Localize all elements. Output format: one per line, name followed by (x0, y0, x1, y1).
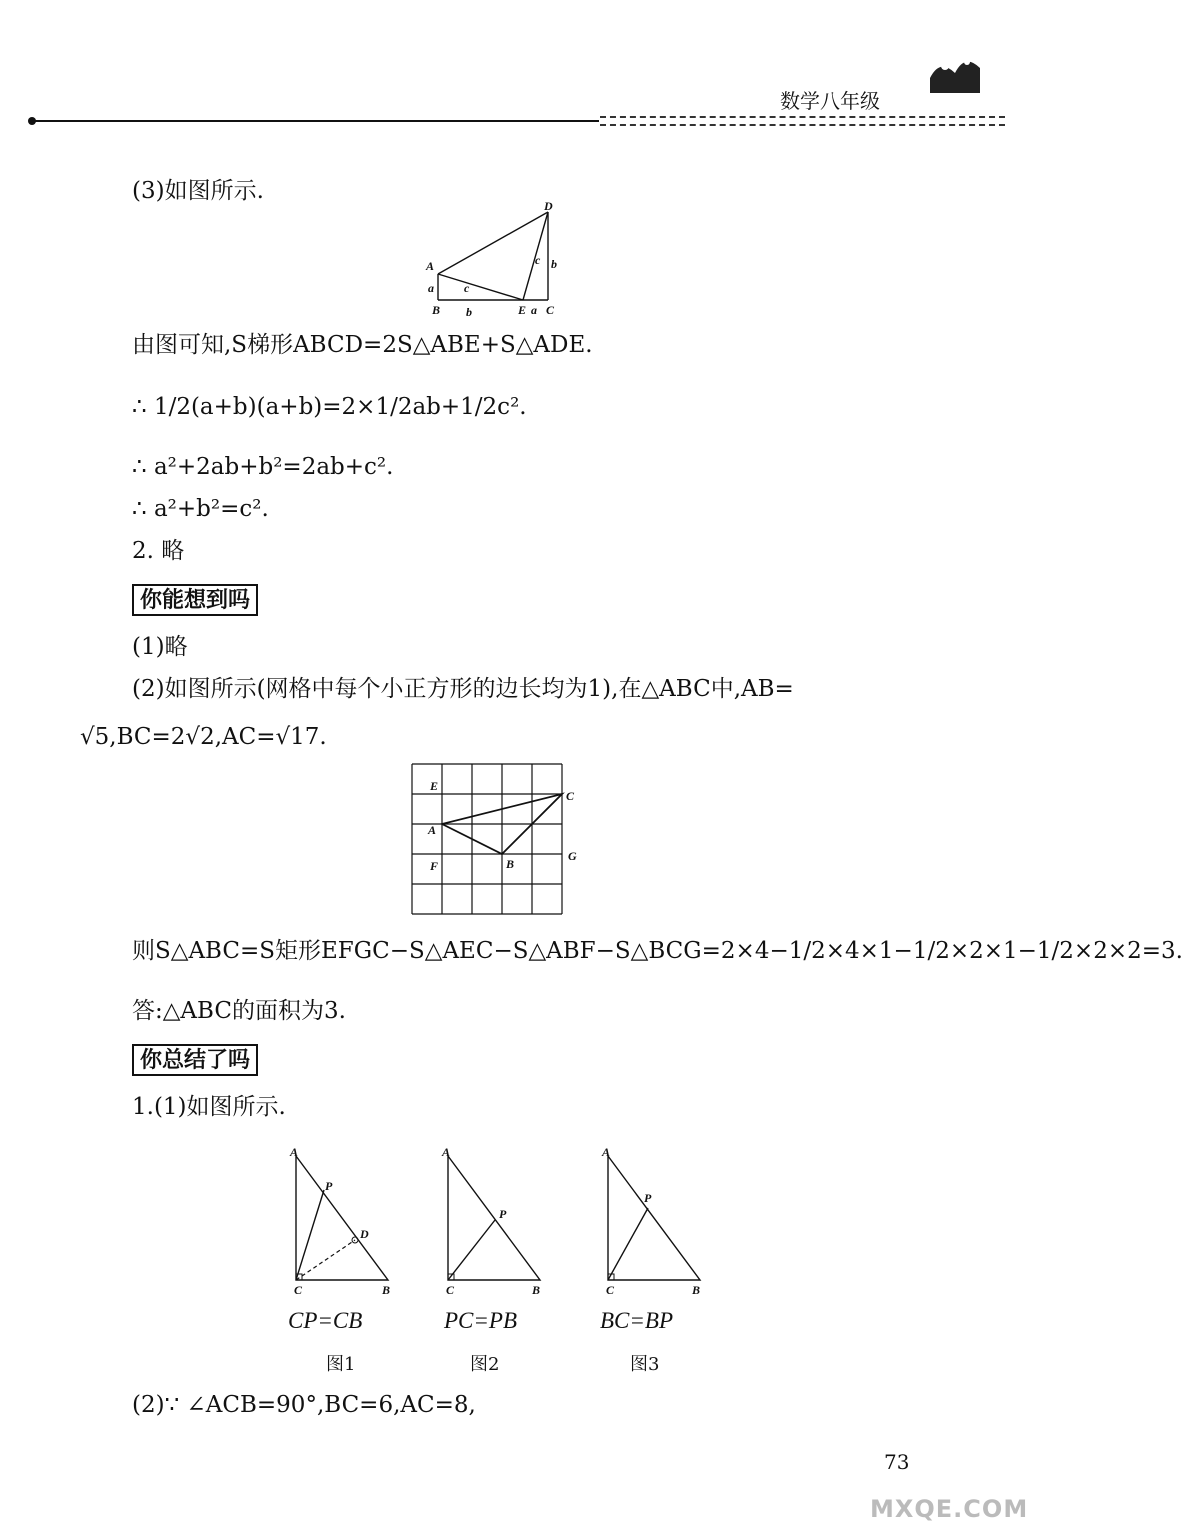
t2-label-C: C (446, 1283, 455, 1297)
grid-label-C: C (566, 789, 575, 803)
section-title-1: 你能想到吗 (132, 584, 258, 616)
label-A: A (426, 259, 435, 273)
t1-label-P: P (325, 1179, 333, 1193)
grid-label-A: A (428, 823, 437, 837)
label-E: E (518, 303, 527, 317)
grid-label-F: F (430, 859, 439, 873)
header-rule (34, 120, 599, 122)
answer: 答:△ABC的面积为3. (132, 998, 346, 1024)
grid-label-B: B (506, 857, 515, 871)
label-D: D (544, 199, 553, 213)
grid-label-G: G (568, 849, 577, 863)
item-1-1: 1.(1)如图所示. (132, 1094, 286, 1120)
t1-label-C: C (294, 1283, 303, 1297)
label-B: B (432, 303, 441, 317)
figure-1-caption: 图1 (326, 1354, 356, 1375)
page-number: 73 (884, 1450, 910, 1474)
grid-figure (408, 760, 588, 920)
label-a2: a (531, 303, 537, 317)
header-dashed-rule-2 (600, 124, 1005, 126)
t3-label-P: P (644, 1191, 652, 1205)
triangle-figure-2 (432, 1140, 552, 1300)
figure-3-formula: BC=BP (600, 1308, 674, 1333)
t3-label-C: C (606, 1283, 615, 1297)
label-a1: a (428, 281, 434, 295)
t2-label-P: P (499, 1207, 507, 1221)
t1-label-D: D (360, 1227, 369, 1241)
item-1-short: (1)略 (132, 634, 188, 660)
t3-label-B: B (692, 1283, 701, 1297)
figure-2-caption: 图2 (470, 1354, 500, 1375)
area-equation: 由图可知,S梯形ABCD=2S△ABE+S△ADE. (132, 332, 593, 358)
t3-label-A: A (602, 1145, 611, 1159)
area-calculation: 则S△ABC=S矩形EFGC−S△AEC−S△ABF−S△BCG=2×4−1/2×4×1−1/2×2×1−1/2×2×2=3. (132, 938, 1183, 964)
therefore-line-2: ∴ a²+2ab+b²=2ab+c². (132, 454, 394, 480)
item-2-long-line-1: (2)如图所示(网格中每个小正方形的边长均为1),在△ABC中,AB= (132, 676, 794, 702)
figure-2-formula: PC=PB (444, 1308, 518, 1333)
item-2: 2. 略 (132, 538, 185, 564)
therefore-line-3: ∴ a²+b²=c². (132, 496, 269, 522)
corner-decoration-icon (925, 48, 985, 98)
t2-label-A: A (442, 1145, 451, 1159)
section-title-2: 你总结了吗 (132, 1044, 258, 1076)
figure-3-caption: 图3 (630, 1354, 660, 1375)
trapezoid-figure (420, 198, 570, 320)
triangle-figure-3 (592, 1140, 712, 1300)
label-C: C (546, 303, 555, 317)
label-b1: b (466, 305, 472, 319)
header-dashed-rule (600, 116, 1005, 118)
t1-label-A: A (290, 1145, 299, 1159)
label-c2: c (535, 253, 541, 267)
t2-label-B: B (532, 1283, 541, 1297)
book-title: 数学八年级 (780, 89, 880, 113)
figure-1-formula: CP=CB (288, 1308, 363, 1333)
label-c1: c (464, 281, 470, 295)
triangle-figure-1 (280, 1140, 400, 1300)
grid-label-E: E (430, 779, 439, 793)
label-b2: b (551, 257, 557, 271)
t1-label-B: B (382, 1283, 391, 1297)
therefore-line-1: ∴ 1/2(a+b)(a+b)=2×1/2ab+1/2c². (132, 394, 527, 420)
last-line: (2)∵ ∠ACB=90°,BC=6,AC=8, (132, 1392, 476, 1418)
q3-intro: (3)如图所示. (132, 178, 264, 204)
item-2-long-line-2: √5,BC=2√2,AC=√17. (80, 724, 327, 750)
watermark-logo: MXQE.COM (870, 1495, 1029, 1523)
